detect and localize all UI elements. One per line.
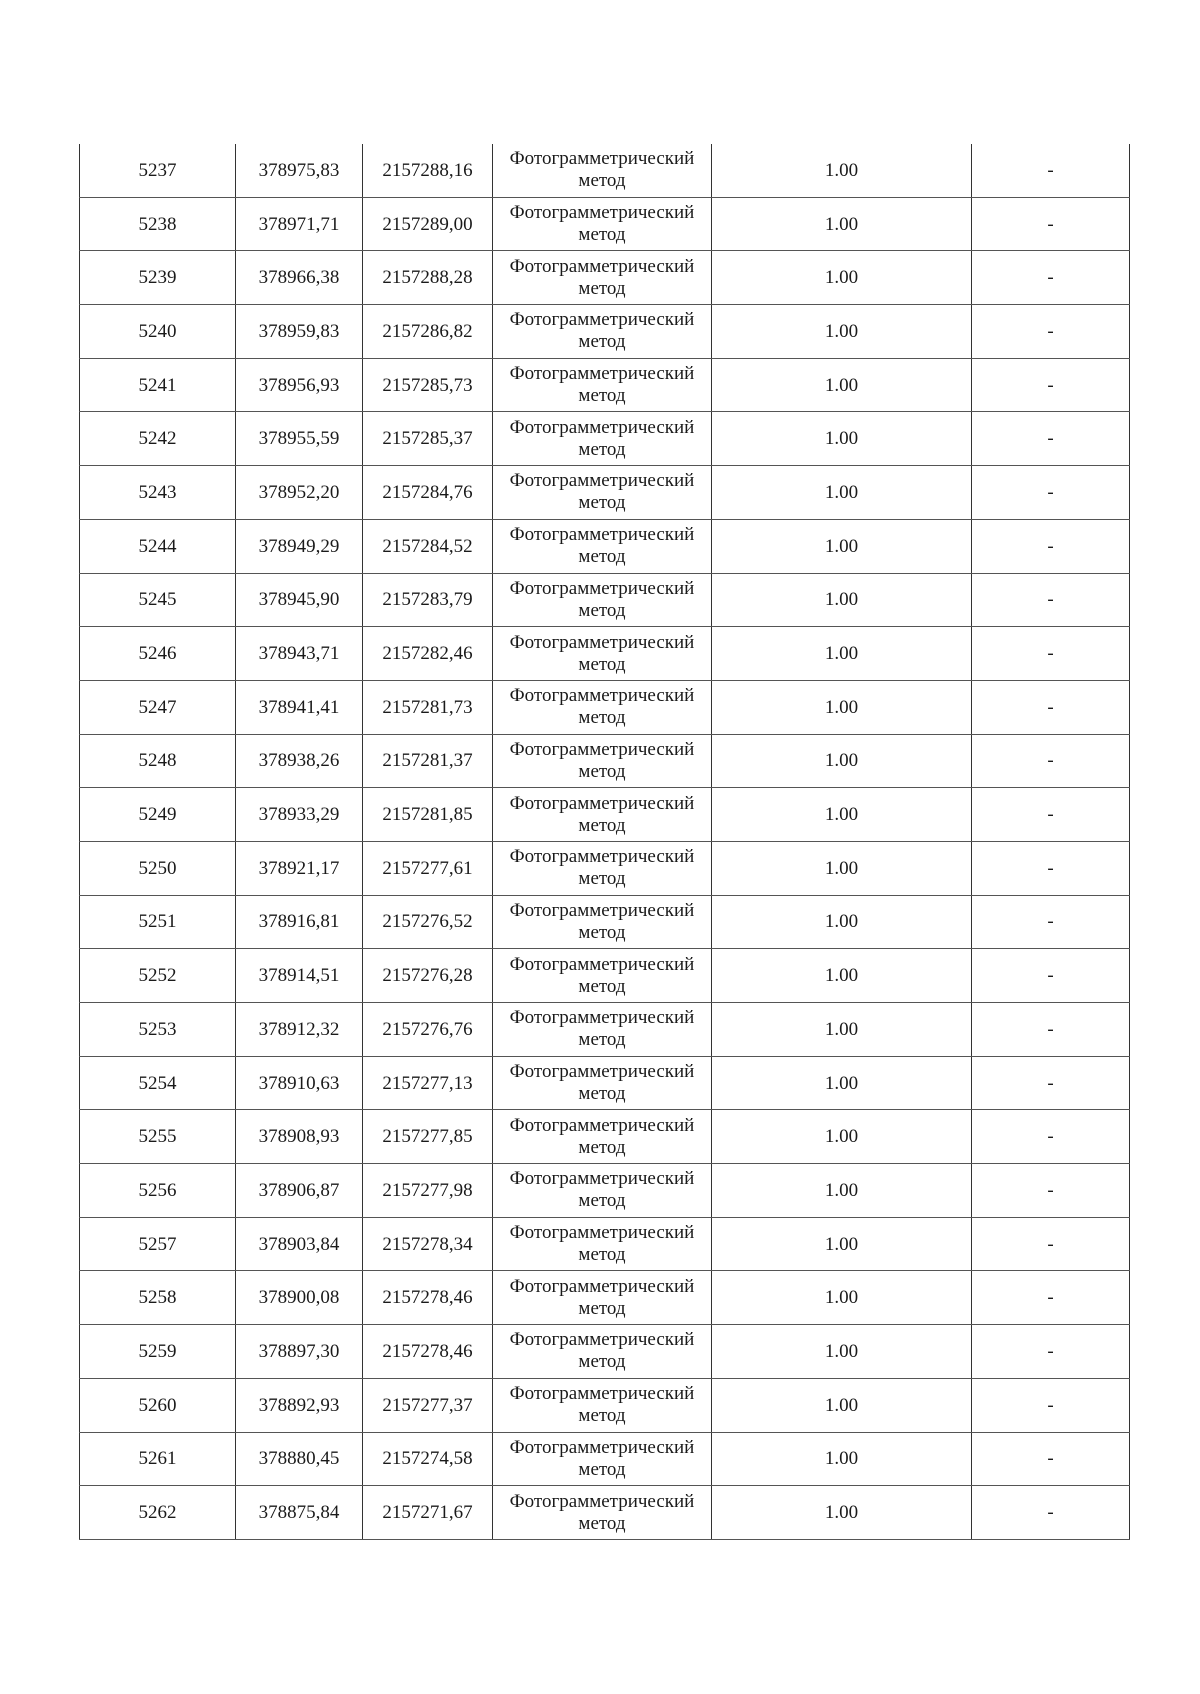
point-number-cell: 5240 <box>80 305 236 359</box>
x-coordinate-cell: 378908,93 <box>236 1110 363 1164</box>
point-number-cell: 5241 <box>80 358 236 412</box>
x-coordinate-cell: 378892,93 <box>236 1378 363 1432</box>
table-row <box>80 1271 1130 1325</box>
y-coordinate-cell: 2157276,28 <box>363 949 493 1003</box>
table-row <box>80 412 1130 466</box>
accuracy-cell: 1.00 <box>712 895 972 949</box>
y-coordinate-cell: 2157281,73 <box>363 680 493 734</box>
description-cell: - <box>972 1164 1130 1218</box>
method-cell <box>493 144 712 197</box>
table-row <box>80 1003 1130 1057</box>
x-coordinate-cell: 378966,38 <box>236 251 363 305</box>
point-number-cell: 5250 <box>80 841 236 895</box>
method-cell <box>493 358 712 412</box>
table-row <box>80 1110 1130 1164</box>
point-number-cell: 5248 <box>80 734 236 788</box>
accuracy-cell: 1.00 <box>712 627 972 681</box>
method-cell <box>493 1003 712 1057</box>
accuracy-cell: 1.00 <box>712 1056 972 1110</box>
y-coordinate-cell: 2157276,76 <box>363 1003 493 1057</box>
x-coordinate-cell: 378921,17 <box>236 841 363 895</box>
method-line-1: Фотограмметрический <box>509 1275 695 1297</box>
description-cell: - <box>972 466 1130 520</box>
method-line-2: метод <box>578 1136 626 1158</box>
method-line-2: метод <box>578 1458 626 1480</box>
point-number-cell: 5261 <box>80 1432 236 1486</box>
method-line-1: Фотограмметрический <box>509 255 695 277</box>
table-row <box>80 1378 1130 1432</box>
method-cell <box>493 895 712 949</box>
accuracy-cell: 1.00 <box>712 251 972 305</box>
method-line-1: Фотограмметрический <box>509 202 695 224</box>
method-cell <box>493 1486 712 1540</box>
method-cell <box>493 197 712 251</box>
x-coordinate-cell: 378916,81 <box>236 895 363 949</box>
accuracy-cell: 1.00 <box>712 734 972 788</box>
method-line-2: метод <box>578 1190 626 1212</box>
method-line-2: метод <box>578 1512 626 1534</box>
point-number-cell: 5256 <box>80 1164 236 1218</box>
method-line-1: Фотограмметрический <box>509 309 695 331</box>
description-cell: - <box>972 841 1130 895</box>
y-coordinate-cell: 2157278,46 <box>363 1271 493 1325</box>
method-cell <box>493 466 712 520</box>
table-row <box>80 788 1130 842</box>
point-number-cell: 5262 <box>80 1486 236 1540</box>
method-line-2: метод <box>578 385 626 407</box>
method-line-1: Фотограмметрический <box>509 1007 695 1029</box>
x-coordinate-cell: 378955,59 <box>236 412 363 466</box>
x-coordinate-cell: 378933,29 <box>236 788 363 842</box>
point-number-cell: 5259 <box>80 1325 236 1379</box>
point-number-cell: 5260 <box>80 1378 236 1432</box>
point-number-cell: 5249 <box>80 788 236 842</box>
method-line-1: Фотограмметрический <box>509 1222 695 1244</box>
method-cell <box>493 734 712 788</box>
method-line-1: Фотограмметрический <box>509 524 695 546</box>
y-coordinate-cell: 2157285,73 <box>363 358 493 412</box>
y-coordinate-cell: 2157286,82 <box>363 305 493 359</box>
point-number-cell: 5247 <box>80 680 236 734</box>
accuracy-cell: 1.00 <box>712 144 972 197</box>
accuracy-cell: 1.00 <box>712 1486 972 1540</box>
point-number-cell: 5237 <box>80 144 236 197</box>
y-coordinate-cell: 2157288,16 <box>363 144 493 197</box>
method-cell <box>493 519 712 573</box>
table-row <box>80 251 1130 305</box>
description-cell: - <box>972 1325 1130 1379</box>
x-coordinate-cell: 378975,83 <box>236 144 363 197</box>
table-row <box>80 466 1130 520</box>
y-coordinate-cell: 2157284,52 <box>363 519 493 573</box>
method-cell <box>493 1056 712 1110</box>
method-line-2: метод <box>578 1083 626 1105</box>
x-coordinate-cell: 378880,45 <box>236 1432 363 1486</box>
coordinates-table-body <box>80 144 1130 1539</box>
description-cell: - <box>972 573 1130 627</box>
description-cell: - <box>972 197 1130 251</box>
x-coordinate-cell: 378959,83 <box>236 305 363 359</box>
method-line-2: метод <box>578 1244 626 1266</box>
method-cell <box>493 841 712 895</box>
point-number-cell: 5244 <box>80 519 236 573</box>
x-coordinate-cell: 378906,87 <box>236 1164 363 1218</box>
point-number-cell: 5243 <box>80 466 236 520</box>
x-coordinate-cell: 378910,63 <box>236 1056 363 1110</box>
description-cell: - <box>972 358 1130 412</box>
y-coordinate-cell: 2157277,13 <box>363 1056 493 1110</box>
table-row <box>80 519 1130 573</box>
x-coordinate-cell: 378971,71 <box>236 197 363 251</box>
accuracy-cell: 1.00 <box>712 197 972 251</box>
table-row <box>80 305 1130 359</box>
method-line-1: Фотограмметрический <box>509 846 695 868</box>
table-row <box>80 1164 1130 1218</box>
method-line-2: метод <box>578 170 626 192</box>
x-coordinate-cell: 378949,29 <box>236 519 363 573</box>
point-number-cell: 5245 <box>80 573 236 627</box>
method-line-1: Фотограмметрический <box>509 1168 695 1190</box>
table-row <box>80 680 1130 734</box>
description-cell: - <box>972 627 1130 681</box>
description-cell: - <box>972 1056 1130 1110</box>
method-line-2: метод <box>578 653 626 675</box>
table-row <box>80 1432 1130 1486</box>
accuracy-cell: 1.00 <box>712 1378 972 1432</box>
y-coordinate-cell: 2157278,46 <box>363 1325 493 1379</box>
x-coordinate-cell: 378952,20 <box>236 466 363 520</box>
y-coordinate-cell: 2157276,52 <box>363 895 493 949</box>
method-line-2: метод <box>578 868 626 890</box>
accuracy-cell: 1.00 <box>712 358 972 412</box>
table-row <box>80 573 1130 627</box>
method-line-1: Фотограмметрический <box>509 899 695 921</box>
method-line-2: метод <box>578 1297 626 1319</box>
x-coordinate-cell: 378945,90 <box>236 573 363 627</box>
accuracy-cell: 1.00 <box>712 1164 972 1218</box>
method-cell <box>493 412 712 466</box>
description-cell: - <box>972 895 1130 949</box>
accuracy-cell: 1.00 <box>712 1110 972 1164</box>
description-cell: - <box>972 412 1130 466</box>
method-line-2: метод <box>578 814 626 836</box>
description-cell: - <box>972 1217 1130 1271</box>
description-cell: - <box>972 1003 1130 1057</box>
y-coordinate-cell: 2157277,98 <box>363 1164 493 1218</box>
x-coordinate-cell: 378956,93 <box>236 358 363 412</box>
description-cell: - <box>972 305 1130 359</box>
y-coordinate-cell: 2157274,58 <box>363 1432 493 1486</box>
point-number-cell: 5238 <box>80 197 236 251</box>
description-cell: - <box>972 788 1130 842</box>
accuracy-cell: 1.00 <box>712 1325 972 1379</box>
method-line-1: Фотограмметрический <box>509 953 695 975</box>
x-coordinate-cell: 378943,71 <box>236 627 363 681</box>
method-cell <box>493 1110 712 1164</box>
y-coordinate-cell: 2157278,34 <box>363 1217 493 1271</box>
x-coordinate-cell: 378941,41 <box>236 680 363 734</box>
point-number-cell: 5254 <box>80 1056 236 1110</box>
x-coordinate-cell: 378897,30 <box>236 1325 363 1379</box>
x-coordinate-cell: 378914,51 <box>236 949 363 1003</box>
method-line-1: Фотограмметрический <box>509 685 695 707</box>
table-row <box>80 1217 1130 1271</box>
point-number-cell: 5257 <box>80 1217 236 1271</box>
method-line-1: Фотограмметрический <box>509 631 695 653</box>
accuracy-cell: 1.00 <box>712 466 972 520</box>
coordinates-table <box>79 144 1130 1540</box>
table-row <box>80 1486 1130 1540</box>
point-number-cell: 5255 <box>80 1110 236 1164</box>
y-coordinate-cell: 2157281,85 <box>363 788 493 842</box>
description-cell: - <box>972 680 1130 734</box>
method-line-2: метод <box>578 975 626 997</box>
accuracy-cell: 1.00 <box>712 841 972 895</box>
description-cell: - <box>972 1432 1130 1486</box>
method-line-1: Фотограмметрический <box>509 577 695 599</box>
method-cell <box>493 680 712 734</box>
table-row <box>80 627 1130 681</box>
point-number-cell: 5242 <box>80 412 236 466</box>
method-cell <box>493 1325 712 1379</box>
x-coordinate-cell: 378900,08 <box>236 1271 363 1325</box>
x-coordinate-cell: 378875,84 <box>236 1486 363 1540</box>
table-row <box>80 197 1130 251</box>
method-cell <box>493 627 712 681</box>
table-row <box>80 144 1130 197</box>
table-row <box>80 358 1130 412</box>
method-line-1: Фотограмметрический <box>509 416 695 438</box>
table-row <box>80 1056 1130 1110</box>
y-coordinate-cell: 2157288,28 <box>363 251 493 305</box>
point-number-cell: 5252 <box>80 949 236 1003</box>
method-line-2: метод <box>578 921 626 943</box>
description-cell: - <box>972 1110 1130 1164</box>
method-cell <box>493 1378 712 1432</box>
description-cell: - <box>972 251 1130 305</box>
accuracy-cell: 1.00 <box>712 788 972 842</box>
table-row <box>80 1325 1130 1379</box>
description-cell: - <box>972 1378 1130 1432</box>
point-number-cell: 5246 <box>80 627 236 681</box>
accuracy-cell: 1.00 <box>712 412 972 466</box>
method-cell <box>493 573 712 627</box>
method-line-1: Фотограмметрический <box>509 792 695 814</box>
method-line-2: метод <box>578 224 626 246</box>
y-coordinate-cell: 2157282,46 <box>363 627 493 681</box>
description-cell: - <box>972 949 1130 1003</box>
table-row <box>80 949 1130 1003</box>
method-line-1: Фотограмметрический <box>509 1383 695 1405</box>
description-cell: - <box>972 519 1130 573</box>
x-coordinate-cell: 378903,84 <box>236 1217 363 1271</box>
x-coordinate-cell: 378912,32 <box>236 1003 363 1057</box>
method-cell <box>493 1217 712 1271</box>
method-line-2: метод <box>578 1405 626 1427</box>
method-cell <box>493 1432 712 1486</box>
description-cell: - <box>972 144 1130 197</box>
y-coordinate-cell: 2157285,37 <box>363 412 493 466</box>
method-cell <box>493 1164 712 1218</box>
method-line-1: Фотограмметрический <box>509 363 695 385</box>
method-line-2: метод <box>578 707 626 729</box>
point-number-cell: 5239 <box>80 251 236 305</box>
accuracy-cell: 1.00 <box>712 1217 972 1271</box>
accuracy-cell: 1.00 <box>712 949 972 1003</box>
method-line-1: Фотограмметрический <box>509 148 695 170</box>
table-row <box>80 734 1130 788</box>
accuracy-cell: 1.00 <box>712 573 972 627</box>
accuracy-cell: 1.00 <box>712 305 972 359</box>
accuracy-cell: 1.00 <box>712 680 972 734</box>
point-number-cell: 5253 <box>80 1003 236 1057</box>
y-coordinate-cell: 2157271,67 <box>363 1486 493 1540</box>
y-coordinate-cell: 2157277,37 <box>363 1378 493 1432</box>
method-line-2: метод <box>578 331 626 353</box>
accuracy-cell: 1.00 <box>712 519 972 573</box>
method-line-2: метод <box>578 438 626 460</box>
method-line-2: метод <box>578 760 626 782</box>
method-cell <box>493 1271 712 1325</box>
method-line-1: Фотограмметрический <box>509 1436 695 1458</box>
y-coordinate-cell: 2157281,37 <box>363 734 493 788</box>
y-coordinate-cell: 2157277,61 <box>363 841 493 895</box>
y-coordinate-cell: 2157277,85 <box>363 1110 493 1164</box>
table-row <box>80 895 1130 949</box>
method-line-2: метод <box>578 599 626 621</box>
y-coordinate-cell: 2157283,79 <box>363 573 493 627</box>
method-line-2: метод <box>578 1029 626 1051</box>
method-line-2: метод <box>578 1351 626 1373</box>
method-line-2: метод <box>578 277 626 299</box>
method-line-1: Фотограмметрический <box>509 1114 695 1136</box>
method-line-2: метод <box>578 546 626 568</box>
method-cell <box>493 788 712 842</box>
method-line-2: метод <box>578 492 626 514</box>
method-cell <box>493 251 712 305</box>
method-line-1: Фотограмметрический <box>509 1061 695 1083</box>
description-cell: - <box>972 1271 1130 1325</box>
accuracy-cell: 1.00 <box>712 1003 972 1057</box>
description-cell: - <box>972 1486 1130 1540</box>
method-line-1: Фотограмметрический <box>509 1329 695 1351</box>
x-coordinate-cell: 378938,26 <box>236 734 363 788</box>
method-line-1: Фотограмметрический <box>509 470 695 492</box>
method-cell <box>493 949 712 1003</box>
method-line-1: Фотограмметрический <box>509 738 695 760</box>
table-row <box>80 841 1130 895</box>
accuracy-cell: 1.00 <box>712 1271 972 1325</box>
y-coordinate-cell: 2157289,00 <box>363 197 493 251</box>
description-cell: - <box>972 734 1130 788</box>
point-number-cell: 5251 <box>80 895 236 949</box>
method-cell <box>493 305 712 359</box>
method-line-1: Фотограмметрический <box>509 1490 695 1512</box>
point-number-cell: 5258 <box>80 1271 236 1325</box>
accuracy-cell: 1.00 <box>712 1432 972 1486</box>
y-coordinate-cell: 2157284,76 <box>363 466 493 520</box>
